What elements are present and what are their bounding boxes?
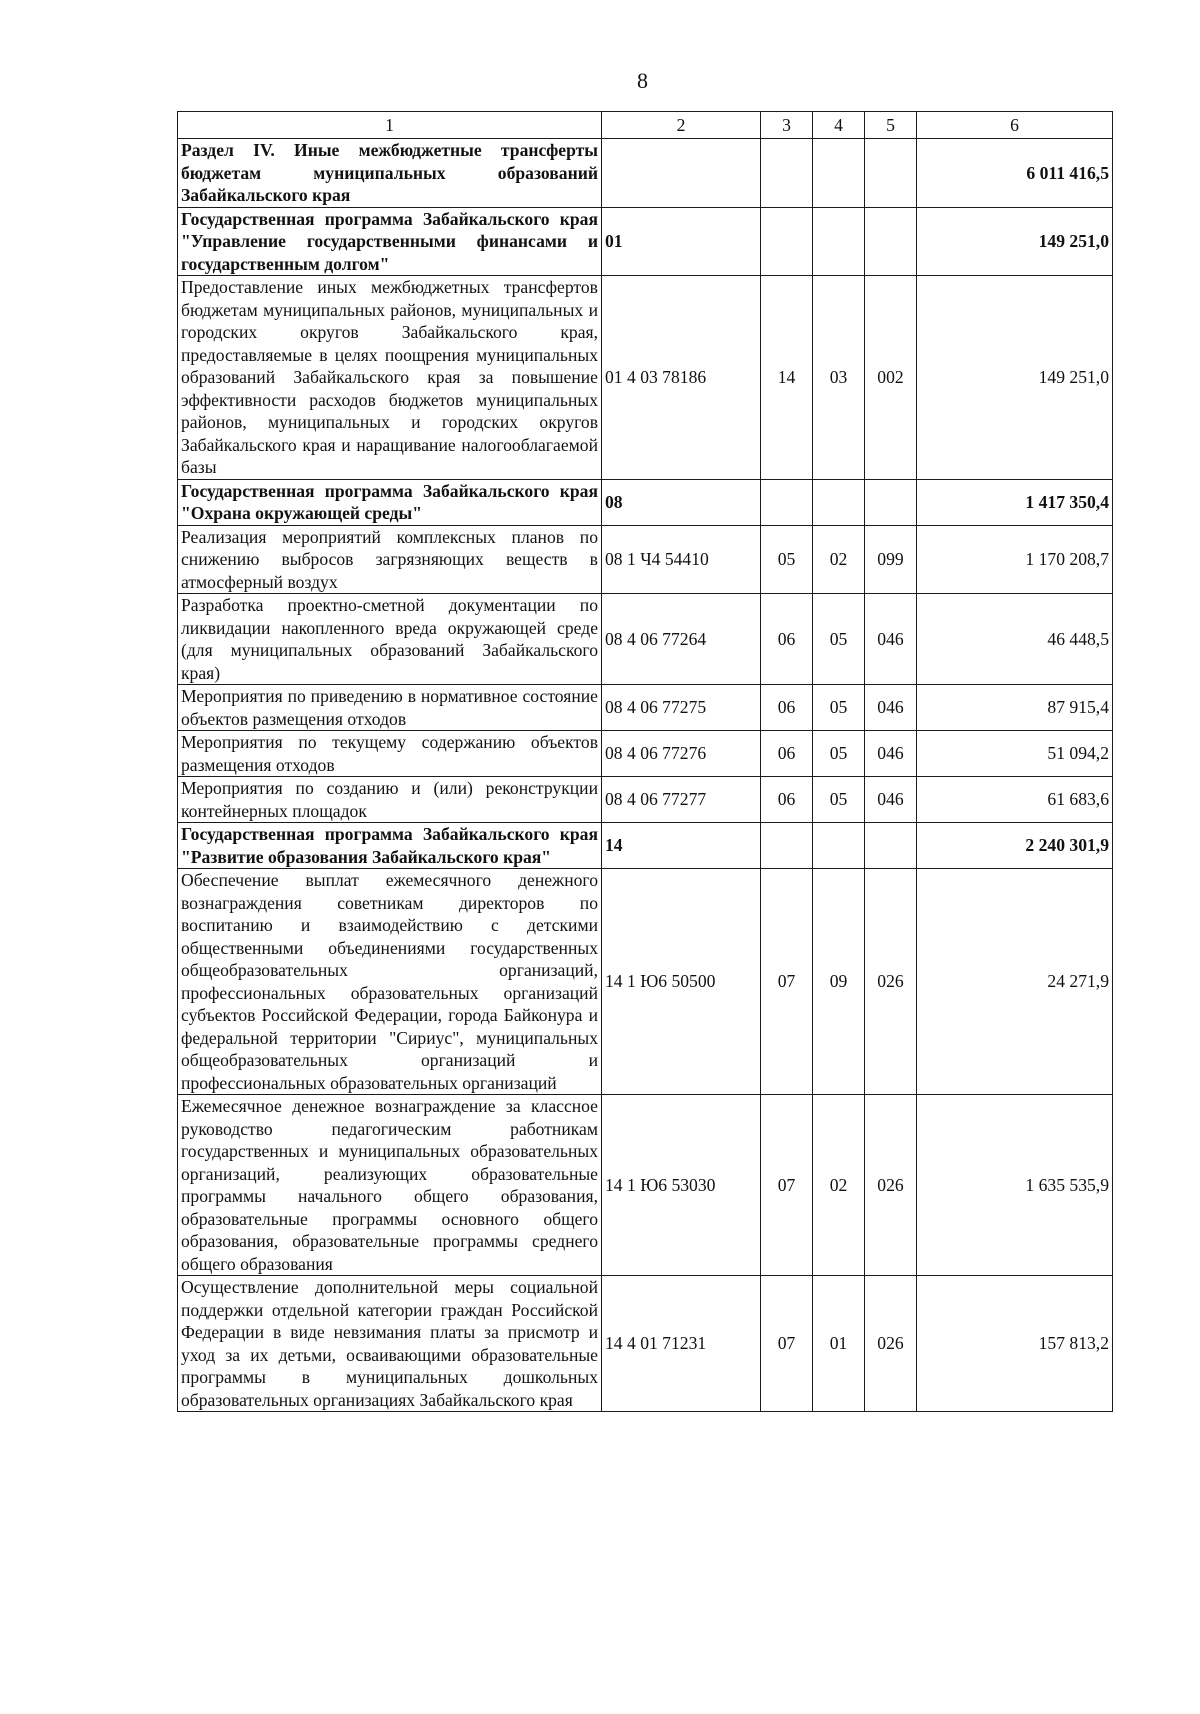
cell-expense-type [865, 823, 917, 869]
cell-code: 08 4 06 77277 [602, 777, 761, 823]
cell-section: 06 [761, 685, 813, 731]
cell-name: Предоставление иных межбюджетных трансфертов бюджетам муниципальных районов, муниципальных и городских округов Забайкальского края, предоставляемые в целях поощрения муниципальных образований Забайкальского края за повышение эффективности расходов бюджетов муниципальных районов, муниципальных и городских округов Забайкальского края и наращивание налогооблагаемой базы [178, 276, 602, 480]
cell-subsection: 02 [813, 1095, 865, 1276]
column-header: 5 [865, 112, 917, 139]
column-header: 6 [917, 112, 1113, 139]
cell-name: Государственная программа Забайкальского края "Развитие образования Забайкальского края" [178, 823, 602, 869]
cell-expense-type: 046 [865, 777, 917, 823]
table-row [178, 1276, 1113, 1412]
cell-name: Реализация мероприятий комплексных планов по снижению выбросов загрязняющих веществ в атмосферный воздух [178, 525, 602, 594]
cell-name: Ежемесячное денежное вознаграждение за классное руководство педагогическим работникам государственных и муниципальных образовательных организаций, реализующих образовательные программы начального общего образования, образовательные программы основного общего образования, образовательные программы среднего общего образования [178, 1095, 602, 1276]
cell-subsection [813, 823, 865, 869]
cell-expense-type: 002 [865, 276, 917, 480]
cell-name: Государственная программа Забайкальского края "Управление государственными финансами и государственным долгом" [178, 207, 602, 276]
cell-code: 14 1 Ю6 50500 [602, 869, 761, 1095]
budget-table [177, 111, 1113, 1412]
cell-subsection: 05 [813, 777, 865, 823]
cell-amount: 149 251,0 [917, 207, 1113, 276]
cell-section [761, 207, 813, 276]
table-row [178, 276, 1113, 480]
cell-subsection [813, 139, 865, 208]
cell-expense-type [865, 139, 917, 208]
cell-amount: 1 170 208,7 [917, 525, 1113, 594]
table-row [178, 777, 1113, 823]
table-row [178, 823, 1113, 869]
cell-name: Разработка проектно-сметной документации по ликвидации накопленного вреда окружающей среде (для муниципальных образований Забайкальского края) [178, 594, 602, 685]
cell-code: 08 1 Ч4 54410 [602, 525, 761, 594]
cell-subsection: 05 [813, 731, 865, 777]
cell-code: 14 4 01 71231 [602, 1276, 761, 1412]
cell-expense-type [865, 207, 917, 276]
cell-amount: 149 251,0 [917, 276, 1113, 480]
cell-amount: 1 635 535,9 [917, 1095, 1113, 1276]
table-row [178, 139, 1113, 208]
cell-code: 14 1 Ю6 53030 [602, 1095, 761, 1276]
cell-subsection: 03 [813, 276, 865, 480]
cell-section: 06 [761, 594, 813, 685]
cell-name: Раздел IV. Иные межбюджетные трансферты бюджетам муниципальных образований Забайкальского края [178, 139, 602, 208]
column-header: 3 [761, 112, 813, 139]
column-header: 1 [178, 112, 602, 139]
table-row [178, 594, 1113, 685]
cell-name: Мероприятия по созданию и (или) реконструкции контейнерных площадок [178, 777, 602, 823]
cell-expense-type: 026 [865, 1095, 917, 1276]
cell-section: 06 [761, 731, 813, 777]
cell-expense-type [865, 479, 917, 525]
table-row [178, 1095, 1113, 1276]
cell-amount: 2 240 301,9 [917, 823, 1113, 869]
table-row [178, 525, 1113, 594]
cell-amount: 157 813,2 [917, 1276, 1113, 1412]
cell-subsection: 05 [813, 685, 865, 731]
cell-amount: 46 448,5 [917, 594, 1113, 685]
table-row [178, 731, 1113, 777]
cell-amount: 87 915,4 [917, 685, 1113, 731]
table-row [178, 685, 1113, 731]
cell-expense-type: 099 [865, 525, 917, 594]
cell-subsection [813, 479, 865, 525]
column-header: 2 [602, 112, 761, 139]
table-row [178, 207, 1113, 276]
cell-expense-type: 046 [865, 685, 917, 731]
cell-section [761, 823, 813, 869]
cell-section: 05 [761, 525, 813, 594]
cell-code [602, 139, 761, 208]
table-row [178, 479, 1113, 525]
cell-section: 14 [761, 276, 813, 480]
cell-section: 07 [761, 1095, 813, 1276]
cell-name: Осуществление дополнительной меры социальной поддержки отдельной категории граждан Российской Федерации в виде невзимания платы за присмотр и уход за их детьми, осваивающими образовательные программы в муниципальных дошкольных образовательных организациях Забайкальского края [178, 1276, 602, 1412]
cell-subsection: 09 [813, 869, 865, 1095]
cell-section: 07 [761, 1276, 813, 1412]
cell-subsection [813, 207, 865, 276]
cell-name: Обеспечение выплат ежемесячного денежного вознаграждения советникам директоров по воспитанию и взаимодействию с детскими общественными объединениями государственных общеобразовательных организаций, профессиональных образовательных организаций субъектов Российской Федерации, города Байконура и федеральной территории "Сириус", муниципальных общеобразовательных организаций и профессиональных образовательных организаций [178, 869, 602, 1095]
cell-amount: 61 683,6 [917, 777, 1113, 823]
cell-section: 06 [761, 777, 813, 823]
cell-amount: 6 011 416,5 [917, 139, 1113, 208]
cell-code: 14 [602, 823, 761, 869]
cell-amount: 24 271,9 [917, 869, 1113, 1095]
cell-code: 08 [602, 479, 761, 525]
table-header-row [178, 112, 1113, 139]
cell-name: Мероприятия по приведению в нормативное состояние объектов размещения отходов [178, 685, 602, 731]
page-number: 8 [637, 68, 648, 93]
column-header: 4 [813, 112, 865, 139]
cell-section [761, 479, 813, 525]
cell-code: 08 4 06 77275 [602, 685, 761, 731]
cell-section [761, 139, 813, 208]
cell-expense-type: 026 [865, 869, 917, 1095]
cell-expense-type: 046 [865, 594, 917, 685]
cell-subsection: 02 [813, 525, 865, 594]
cell-expense-type: 046 [865, 731, 917, 777]
cell-name: Государственная программа Забайкальского края "Охрана окружающей среды" [178, 479, 602, 525]
table-row [178, 869, 1113, 1095]
cell-code: 01 [602, 207, 761, 276]
cell-expense-type: 026 [865, 1276, 917, 1412]
cell-subsection: 01 [813, 1276, 865, 1412]
cell-code: 01 4 03 78186 [602, 276, 761, 480]
cell-name: Мероприятия по текущему содержанию объектов размещения отходов [178, 731, 602, 777]
cell-subsection: 05 [813, 594, 865, 685]
cell-amount: 1 417 350,4 [917, 479, 1113, 525]
cell-amount: 51 094,2 [917, 731, 1113, 777]
cell-code: 08 4 06 77264 [602, 594, 761, 685]
cell-section: 07 [761, 869, 813, 1095]
cell-code: 08 4 06 77276 [602, 731, 761, 777]
